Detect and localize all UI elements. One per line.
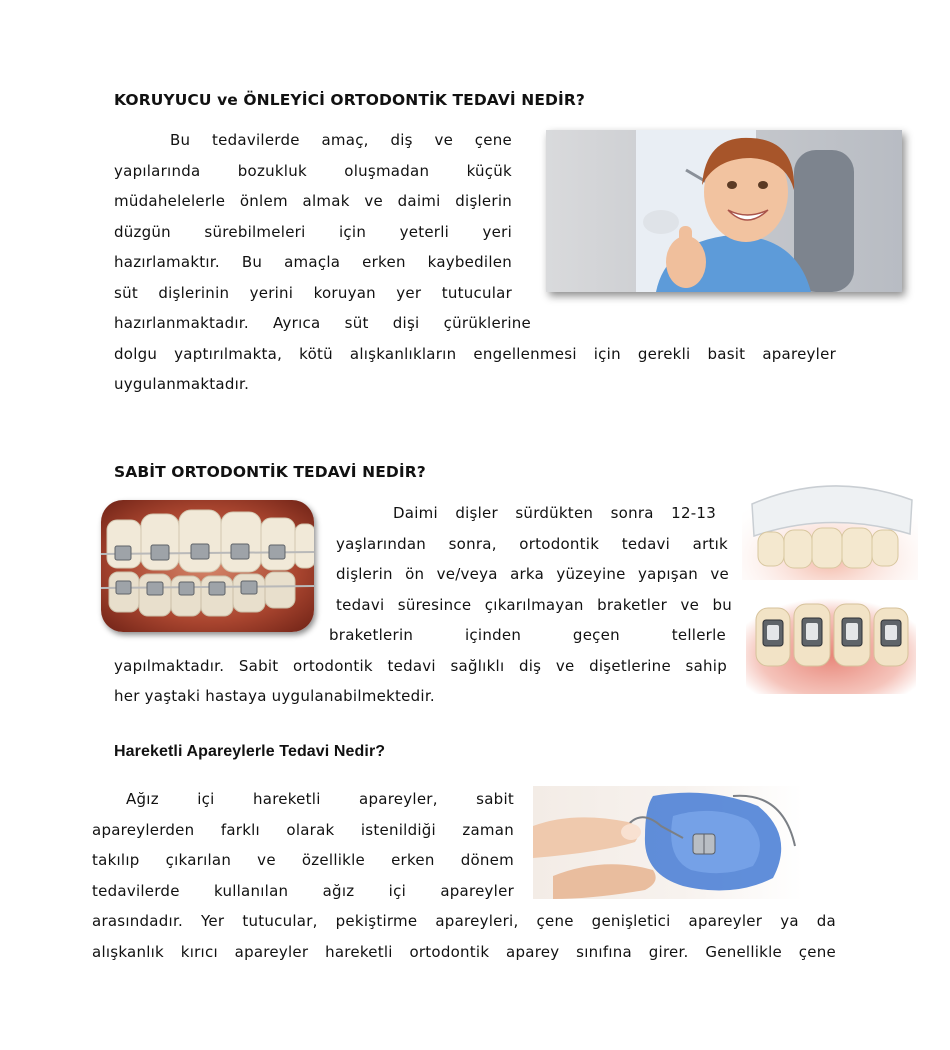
paragraph-line: apareylerden farklı olarak istenildiği zaman [92,821,514,839]
paragraph-line: braketlerin içinden geçen tellerle [329,626,726,644]
paragraph-line: süt dişlerinin yerini koruyan yer tutucular [114,284,512,302]
section-title-removable: Hareketli Apareylerle Tedavi Nedir? [114,743,386,760]
paragraph-line: yapılarında bozukluk oluşmadan küçük [114,162,512,180]
paragraph-line: tedavi süresince çıkarılmayan braketler ve bu [336,596,732,614]
paragraph-line: dişlerin ön ve/veya arka yüzeyine yapışan ve [336,565,729,583]
clear-aligner-photo [742,474,918,580]
paragraph-line: tedavilerde kullanılan ağız içi apareyler [92,882,514,900]
section-title-preventive: KORUYUCU ve ÖNLEYİCİ ORTODONTİK TEDAVİ NEDİR? [114,91,586,109]
braces-photo [101,500,314,632]
paragraph-line: düzgün sürebilmeleri için yeterli yeri [114,223,512,241]
removable-appliance-photo [533,786,803,899]
paragraph-line: her yaştaki hastaya uygulanabilmektedir. [114,687,435,705]
section-title-fixed: SABİT ORTODONTİK TEDAVİ NEDİR? [114,463,426,481]
paragraph-line: Ağız içi hareketli apareyler, sabit [126,790,514,808]
paragraph-line: arasındadır. Yer tutucular, pekiştirme apareyleri, çene genişletici apareyler ya da [92,912,836,930]
paragraph-line: müdahelelerle önlem almak ve daimi dişlerin [114,192,512,210]
paragraph-line: hazırlamaktır. Bu amaçla erken kaybedilen [114,253,512,271]
paragraph-line: takılıp çıkarılan ve özellikle erken dönem [92,851,514,869]
paragraph-line: uygulanmaktadır. [114,375,250,393]
paragraph-line: dolgu yaptırılmakta, kötü alışkanlıkların engellenmesi için gerekli basit apareyler [114,345,836,363]
paragraph-line: hazırlanmaktadır. Ayrıca süt dişi çürüklerine [114,314,531,332]
paragraph-line: alışkanlık kırıcı apareyler hareketli ortodontik aparey sınıfına girer. Genellikle çene [92,943,836,961]
paragraph-line: Bu tedavilerde amaç, diş ve çene [170,131,512,149]
paragraph-line: yapılmaktadır. Sabit ortodontik tedavi sağlıklı diş ve dişetlerine sahip [114,657,727,675]
child-dentist-photo [546,130,902,292]
paragraph-line: yaşlarından sonra, ortodontik tedavi artık [336,535,728,553]
paragraph-line: Daimi dişler sürdükten sonra 12-13 [393,504,716,522]
lingual-braces-photo [746,598,916,694]
